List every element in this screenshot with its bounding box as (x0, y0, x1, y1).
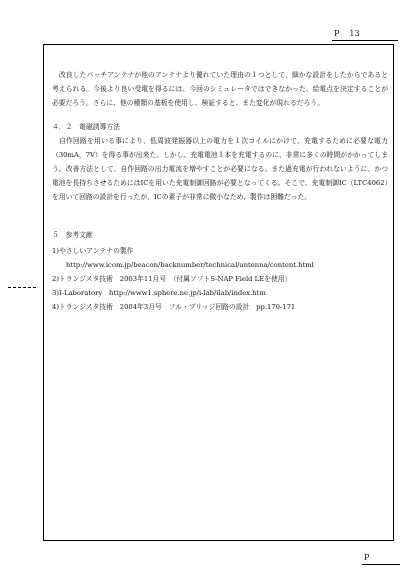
reference-url-1: http://www.icom.jp/beacon/backnumber/technical/antenna/content.html (66, 261, 314, 269)
margin-dash-mark (8, 287, 36, 288)
section-heading-induction: ４．２ 電磁誘導方法 (52, 123, 120, 131)
page-prefix-bottom: P (364, 553, 370, 562)
reference-label-1: 1)やさしいアンテナの製作 (52, 247, 134, 255)
paragraph-induction: 自作回路を用いる事により、低周波発振器以上の電力を１次コイルにかけて、充電するために必要な電力（30mA，7V）を得る事が出来た。しかし、充電電池１本を充電するのに、非常に多くの時間がかかってしまう。改善方法として、自作回路の出力電流を増やすことが必要になる。また過充電が行われないように、かつ電池を長持ちさせるためにはICを用いた充電制御回路が必要となってくる。そこで、充電制御IC（LTC4062）を用いて回路の設計を行ったが、ICの素子が非常に微小なため、製作は困難だった。 (52, 137, 388, 201)
page-number-top (332, 28, 398, 41)
reference-label-2: 2)トランジスタ技術 2003年11月号 （付属ソフトS-NAP Field LEを使用） (52, 275, 292, 283)
reference-label-4: 4)トランジスタ技術 2004年3月号 フル・ブリッジ回路の設計 pp.170-171 (52, 303, 296, 311)
reference-item-1 (52, 244, 388, 272)
references-heading: ５ 参考文献 (52, 231, 93, 239)
references-list (52, 244, 388, 314)
reference-item-2 (52, 272, 388, 286)
page-prefix-top: P (334, 29, 340, 38)
reference-label-3: 3)I-Laboratory http://www1.sphere.ne.jp/i-lab/ilab/index.htm (52, 289, 266, 297)
document-body (52, 68, 388, 314)
page-number-bottom (362, 552, 400, 565)
reference-item-3 (52, 286, 388, 300)
reference-item-4 (52, 300, 388, 314)
paragraph-conclusion: 改良したパッチアンテナが他のアンテナより優れていた理由の１つとして、細かな設計をしたからであると考えられる。今後より良い受電を得るには、今回のシミュレータではできなかった、給電点を決定することが必要だろう。さらに、他の種類の基板を使用し、検証すると、また変化が現れるだろう。 (52, 71, 388, 107)
page-number-value: 13 (349, 29, 360, 38)
